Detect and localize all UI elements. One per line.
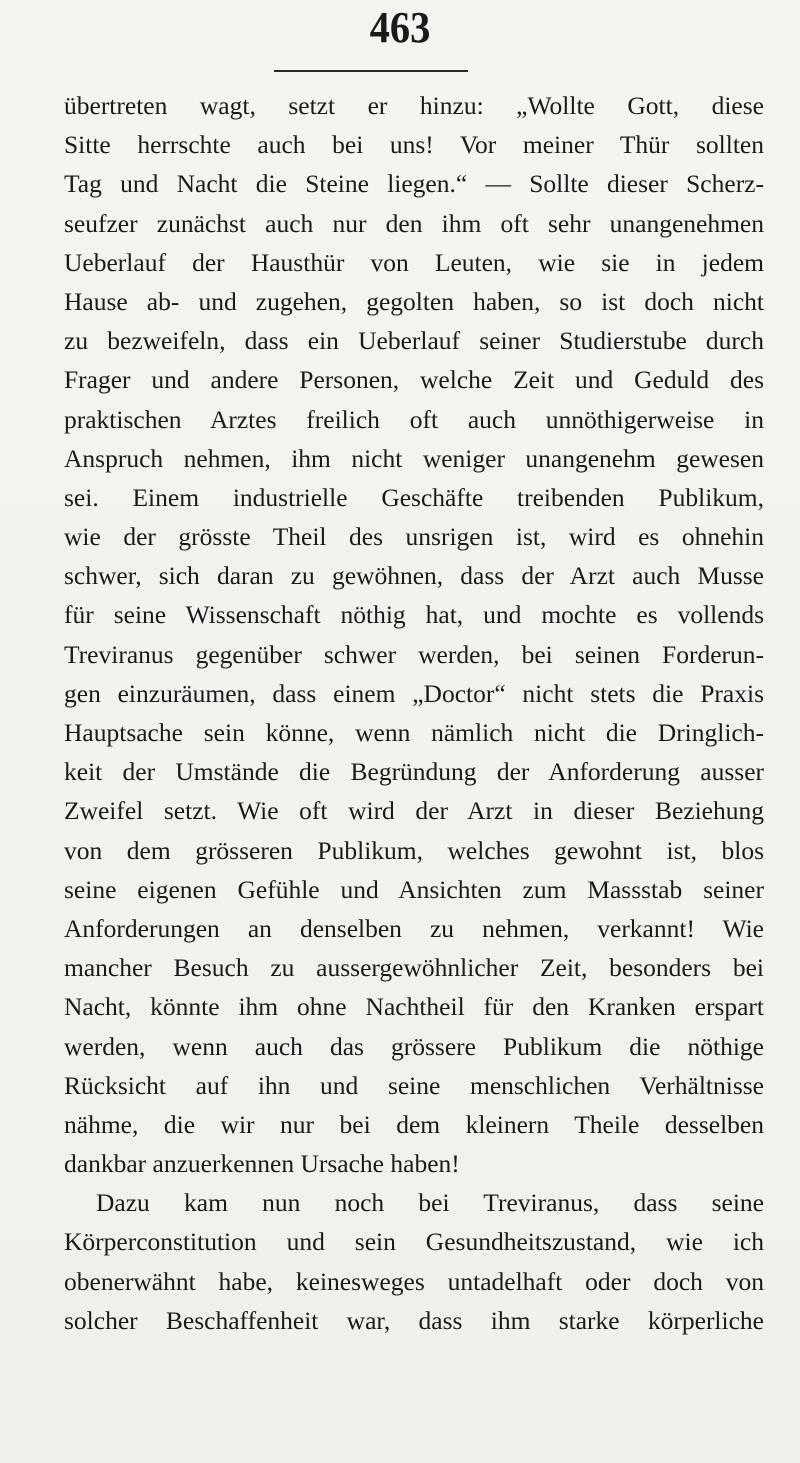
text-line: keit der Umstände die Begründung der Anforderung ausser (64, 757, 764, 787)
text-line: seine eigenen Gefühle und Ansichten zum Massstab seiner (64, 874, 764, 904)
body-text (64, 86, 764, 1340)
text-line: für seine Wissenschaft nöthig hat, und mochte es vollends (64, 600, 764, 630)
text-line: Tag und Nacht die Steine liegen.“ — Sollte dieser Scherz- (64, 169, 764, 199)
text-line: Anspruch nehmen, ihm nicht weniger unangenehm gewesen (64, 443, 764, 473)
page-number: 463 (369, 3, 431, 52)
text-line: von dem grösseren Publikum, welches gewohnt ist, blos (64, 835, 764, 865)
text-line: sei. Einem industrielle Geschäfte treibenden Publikum, (64, 482, 764, 512)
text-line: Ueberlauf der Hausthür von Leuten, wie sie in jedem (64, 247, 764, 277)
text-line: Treviranus gegenüber schwer werden, bei seinen Forderun- (64, 639, 764, 669)
text-line: zu bezweifeln, dass ein Ueberlauf seiner Studierstube durch (64, 326, 764, 356)
text-line: wie der grösste Theil des unsrigen ist, wird es ohnehin (64, 522, 764, 552)
text-line: Rücksicht auf ihn und seine menschlichen Verhältnisse (64, 1070, 764, 1100)
text-line: Zweifel setzt. Wie oft wird der Arzt in dieser Beziehung (64, 796, 764, 826)
text-line: Frager und andere Personen, welche Zeit und Geduld des (64, 365, 764, 395)
text-line: Hauptsache sein könne, wenn nämlich nicht die Dringlich- (64, 718, 764, 747)
text-line: gen einzuräumen, dass einem „Doctor“ nicht stets die Praxis (64, 678, 764, 708)
text-line: praktischen Arztes freilich oft auch unnöthigerweise in (64, 404, 764, 434)
text-line: dankbar anzuerkennen Ursache haben! (64, 1149, 460, 1179)
header-rule (274, 70, 468, 72)
text-line: schwer, sich daran zu gewöhnen, dass der Arzt auch Musse (64, 561, 764, 591)
text-line: seufzer zunächst auch nur den ihm oft sehr unangenehmen (64, 208, 764, 238)
text-line: werden, wenn auch das grössere Publikum die nöthige (64, 1031, 764, 1061)
text-line: Hause ab- und zugehen, gegolten haben, so ist doch nicht (64, 286, 764, 316)
text-line: Körperconstitution und sein Gesundheitszustand, wie ich (64, 1227, 764, 1257)
text-line: mancher Besuch zu aussergewöhnlicher Zeit, besonders bei (64, 953, 764, 983)
text-line: Anforderungen an denselben zu nehmen, verkannt! Wie (64, 913, 764, 943)
text-line: Dazu kam nun noch bei Treviranus, dass seine (96, 1188, 764, 1218)
text-line: obenerwähnt habe, keinesweges untadelhaft oder doch von (64, 1266, 764, 1296)
text-line: Nacht, könnte ihm ohne Nachtheil für den Kranken erspart (64, 992, 764, 1022)
text-line: solcher Beschaffenheit war, dass ihm starke körperliche (64, 1305, 764, 1335)
text-line: nähme, die wir nur bei dem kleinern Theile desselben (64, 1109, 764, 1139)
text-line: Sitte herrschte auch bei uns! Vor meiner Thür sollten (64, 130, 764, 160)
text-line: übertreten wagt, setzt er hinzu: „Wollte Gott, diese (64, 91, 764, 120)
